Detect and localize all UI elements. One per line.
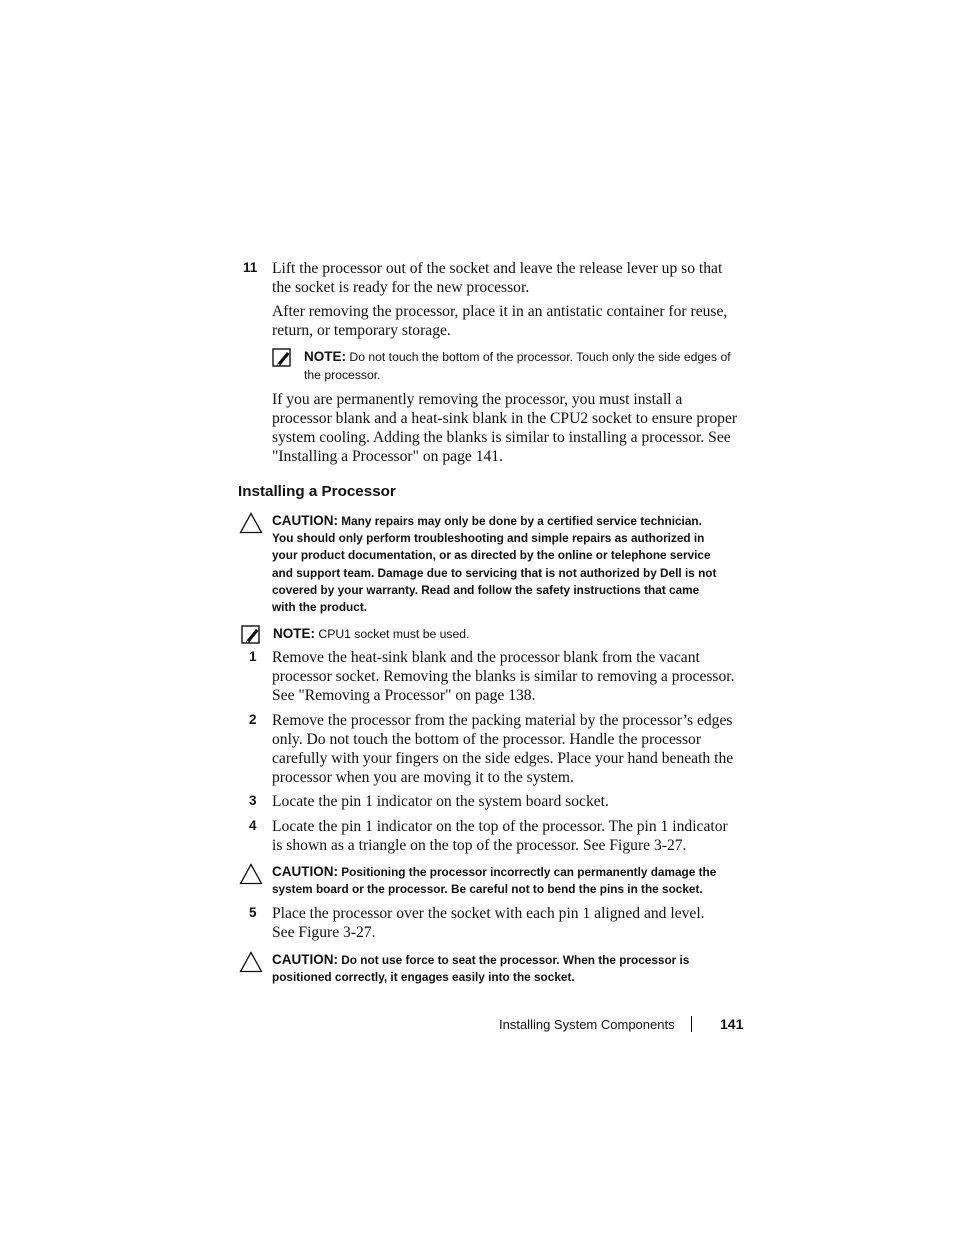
caution-label: CAUTION: [272,513,338,528]
caution-label: CAUTION: [272,952,338,967]
caution-triangle-icon [239,512,263,534]
paragraph-after-removing: After removing the processor, place it in an antistatic container for reuse, return, or temporary storage. [272,303,728,339]
note-text [304,348,744,384]
caution-text [272,863,732,898]
step-number: 1 [249,649,257,664]
section-heading: Installing a Processor [238,483,396,500]
caution-text [272,951,702,986]
step-text: Place the processor over the socket with each pin 1 aligned and level. See Figure 3-27. [272,905,705,941]
caution-triangle-icon [239,951,263,973]
note-body: Do not touch the bottom of the processor. Touch only the side edges of the processor. [304,350,731,382]
step-text: Remove the heat-sink blank and the processor blank from the vacant processor socket. Removing the blanks is similar to removing a processor. See "Removing a Processor" on page 138. [272,649,735,704]
pencil-note-icon [241,625,261,645]
note-label: NOTE: [273,626,315,641]
pencil-note-icon [272,348,292,368]
step-text: Lift the processor out of the socket and leave the release lever up so that the socket is ready for the new processor. [272,260,723,296]
note-label: NOTE: [304,349,346,364]
caution-body: Do not use force to seat the processor. When the processor is positioned correctly, it engages easily into the socket. [272,953,690,985]
caution-label: CAUTION: [272,864,338,879]
step-number: 3 [249,793,257,808]
step-text: Locate the pin 1 indicator on the system board socket. [272,793,609,810]
step-number: 5 [249,905,257,920]
caution-body: Many repairs may only be done by a certified service technician. You should only perform troubleshooting and simple repairs as authorized in your product documentation, or as directed by the online or telephone service and support team. Damage due to servicing that is not authorized by Dell is not covered by your warranty. Read and follow the safety instructions that came with the product. [272,514,717,615]
step-number: 4 [249,818,257,833]
note-body: CPU1 socket must be used. [318,627,470,641]
footer-divider [691,1016,692,1032]
step-number: 11 [243,260,258,275]
note-text [273,625,713,644]
footer-page-number: 141 [720,1016,744,1032]
paragraph-permanent-removal: If you are permanently removing the processor, you must install a processor blank and a heat-sink blank in the CPU2 socket to ensure proper system cooling. Adding the blanks is similar to installing a processor. See "Installing a Processor" on page 141. [272,391,738,465]
caution-triangle-icon [239,863,263,885]
caution-text [272,512,722,616]
step-number: 2 [249,712,257,727]
caution-body: Positioning the processor incorrectly can permanently damage the system board or the processor. Be careful not to bend the pins in the socket. [272,865,717,897]
step-text: Remove the processor from the packing material by the processor’s edges only. Do not touch the bottom of the processor. Handle the processor carefully with your fingers on the side edges. Place your hand beneath the processor when you are moving it to the system. [272,712,734,786]
footer-section-title: Installing System Components [499,1017,675,1032]
step-text: Locate the pin 1 indicator on the top of the processor. The pin 1 indicator is shown as a triangle on the top of the processor. See Figure 3-27. [272,818,728,854]
